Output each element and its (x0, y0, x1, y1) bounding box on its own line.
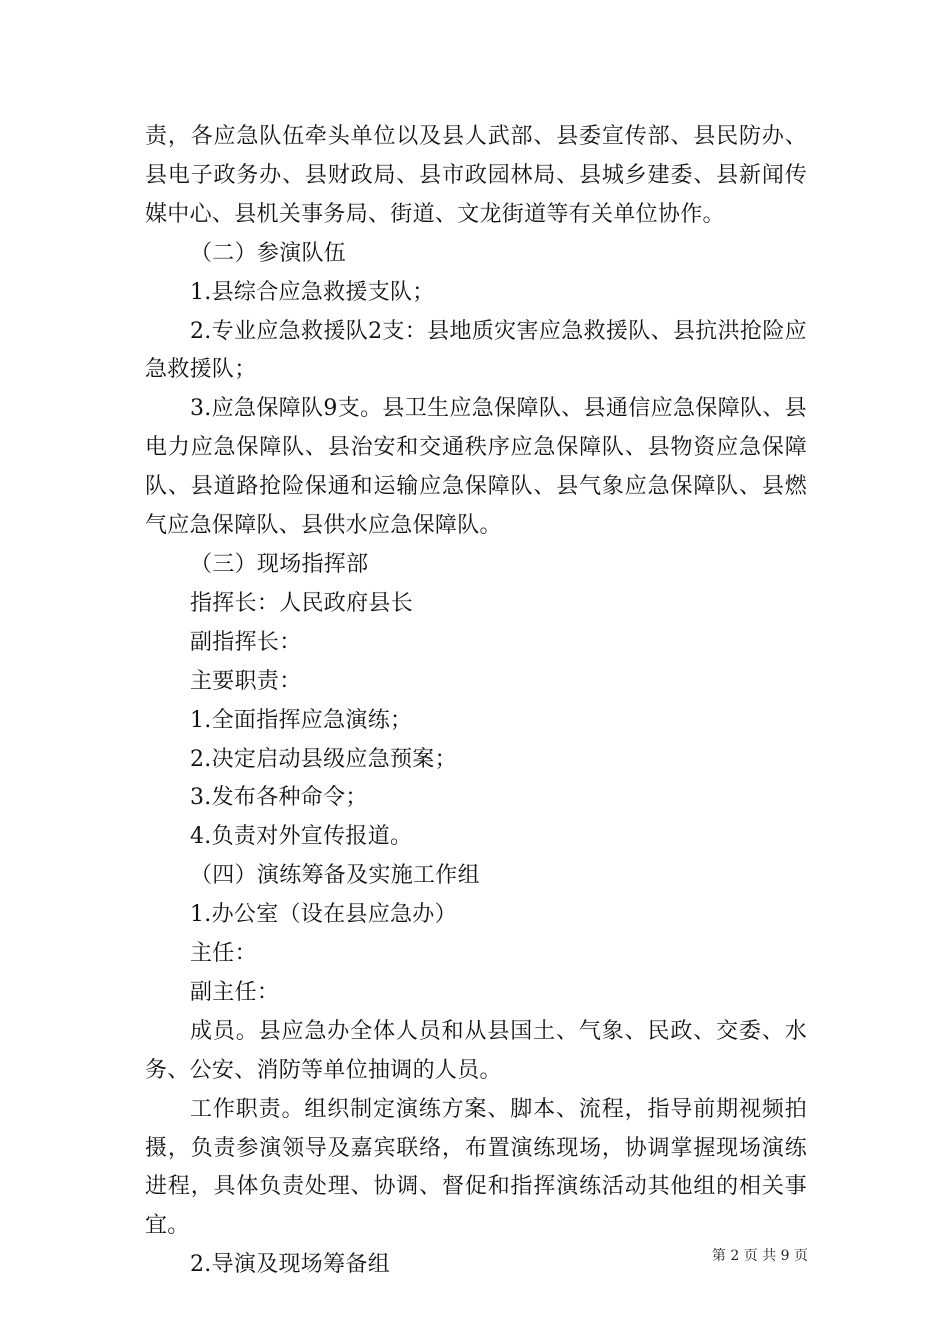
duty-item-3: 3.发布各种命令； (190, 785, 368, 811)
duties-label: 主要职责： (190, 668, 302, 694)
work-duties-paragraph: 工作职责。组织制定演练方案、脚本、流程，指导前期视频拍摄，负责参演领导及嘉宾联络，布置演练现场，协调掌握现场演练进程，具体负责处理、协调、督促和指挥演练活动其他组的相关事宜。 (145, 1096, 807, 1239)
paragraph-continuation: 责，各应急队伍牵头单位以及县人武部、县委宣传部、县民防办、县电子政务办、县财政局、县市政园林局、县城乡建委、县新闻传媒中心、县机关事务局、街道、文龙街道等有关单位协作。 (145, 124, 807, 227)
deputy-director-line: 副主任： (190, 979, 280, 1005)
deputy-commander-line: 副指挥长： (190, 629, 302, 655)
director-line: 主任： (190, 941, 257, 967)
list-item-team-2: 2.专业应急救援队2支：县地质灾害应急救援队、县抗洪抢险应急救援队； (145, 318, 807, 383)
members-paragraph: 成员。县应急办全体人员和从县国土、气象、民政、交委、水务、公安、消防等单位抽调的人员。 (145, 1018, 807, 1083)
heading-participating-teams: （二）参演队伍 (190, 240, 347, 266)
document-body (145, 118, 807, 1285)
duty-item-2: 2.决定启动县级应急预案； (190, 746, 457, 772)
list-item-team-3: 3.应急保障队9支。县卫生应急保障队、县通信应急保障队、县电力应急保障队、县治安和交通秩序应急保障队、县物资应急保障队、县道路抢险保通和运输应急保障队、县气象应急保障队、县燃气应急保障队、县供水应急保障队。 (145, 396, 807, 539)
director-group-item: 2.导演及现场筹备组 (190, 1252, 390, 1278)
list-item-team-1: 1.县综合应急救援支队； (190, 279, 435, 305)
heading-command-post: （三）现场指挥部 (190, 551, 369, 577)
commander-line: 指挥长：人民政府县长 (190, 590, 414, 616)
duty-item-1: 1.全面指挥应急演练； (190, 707, 413, 733)
duty-item-4: 4.负责对外宣传报道。 (190, 824, 413, 850)
office-item: 1.办公室（设在县应急办） (190, 902, 457, 928)
heading-working-groups: （四）演练筹备及实施工作组 (190, 863, 480, 889)
page-number-footer: 第 2 页 共 9 页 (711, 1248, 808, 1264)
